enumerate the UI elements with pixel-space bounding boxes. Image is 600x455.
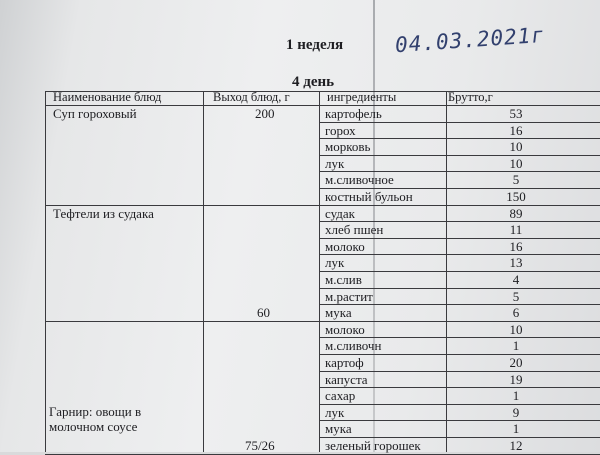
ingredient-row-border — [319, 454, 600, 455]
ingredient-name: м.сливочное — [325, 172, 394, 188]
ingredient-name: картофель — [325, 106, 382, 121]
ingredient-row-border — [319, 387, 600, 388]
dish-name: Тефтели из судака — [53, 205, 154, 221]
ingredient-row-border — [319, 304, 600, 305]
ingredient-name: м.растит — [325, 288, 373, 304]
dish-yield: 200 — [255, 106, 275, 121]
ingredient-name: лук — [325, 255, 345, 271]
ingredient-name: молоко — [325, 238, 365, 254]
ingredient-name: картоф — [325, 355, 364, 370]
ingredient-name: судак — [325, 205, 355, 221]
ingredient-row-border — [319, 155, 600, 156]
ingredient-name: м.сливочн — [325, 338, 382, 354]
dish-name: Гарнир: овощи в молочном соусе — [49, 403, 142, 434]
ingredient-gross: 1 — [512, 388, 520, 404]
column-header: Брутто,г — [448, 90, 493, 104]
day-title: 4 день — [292, 74, 335, 90]
ingredient-gross: 13 — [509, 255, 523, 271]
ingredient-gross: 53 — [509, 106, 523, 121]
ingredient-name: лук — [325, 155, 345, 171]
ingredient-gross: 10 — [509, 139, 523, 155]
ingredient-gross: 12 — [509, 438, 523, 453]
ingredient-name: зеленый горошек — [325, 438, 421, 453]
ingredient-gross: 5 — [512, 172, 520, 188]
ingredient-gross: 150 — [506, 189, 526, 204]
ingredient-gross: 19 — [509, 371, 523, 387]
week-title: 1 неделя — [286, 37, 344, 53]
ingredient-gross: 89 — [509, 205, 523, 221]
dish-yield: 75/26 — [245, 437, 275, 453]
column-header: Наименование блюд — [53, 90, 162, 104]
handwritten-date: 04.03.2021г — [394, 22, 546, 58]
ingredient-name: лук — [325, 404, 345, 420]
ingredient-gross: 10 — [509, 155, 523, 171]
ingredient-row-border — [319, 254, 600, 255]
ingredient-name: мука — [325, 305, 352, 321]
ingredient-gross: 1 — [512, 338, 520, 354]
ingredient-row-border — [319, 122, 600, 123]
ingredient-gross: 11 — [509, 222, 523, 238]
ingredient-row-border — [319, 205, 600, 206]
ingredient-name: мука — [325, 421, 352, 437]
ingredient-name: морковь — [325, 139, 371, 155]
ingredient-gross: 5 — [512, 288, 520, 304]
dish-name: Суп гороховый — [53, 106, 137, 121]
column-divider — [203, 91, 204, 452]
ingredient-name: сахар — [325, 388, 356, 404]
column-header: Выход блюд, г — [213, 90, 290, 104]
ingredient-name: костный бульон — [325, 189, 413, 204]
dish-row-border — [45, 321, 319, 322]
ingredient-name: молоко — [325, 321, 365, 337]
column-divider — [45, 91, 46, 452]
dish-yield: 60 — [257, 304, 270, 320]
ingredient-gross: 10 — [509, 321, 523, 337]
ingredient-gross: 16 — [509, 122, 523, 138]
ingredient-name: горох — [325, 122, 356, 138]
ingredient-name: капуста — [325, 371, 368, 387]
ingredient-gross: 6 — [512, 305, 520, 321]
ingredient-gross: 1 — [512, 421, 520, 437]
ingredient-row-border — [319, 420, 600, 421]
ingredient-gross: 16 — [509, 238, 523, 254]
ingredient-gross: 4 — [512, 272, 520, 287]
ingredient-gross: 9 — [512, 404, 520, 420]
column-header: ингредиенты — [327, 90, 397, 104]
dish-row-border — [45, 454, 319, 455]
ingredient-name: хлеб пшен — [325, 222, 384, 238]
ingredient-name: м.слив — [325, 272, 362, 287]
ingredient-gross: 20 — [509, 355, 523, 370]
ingredient-row-border — [319, 404, 600, 405]
